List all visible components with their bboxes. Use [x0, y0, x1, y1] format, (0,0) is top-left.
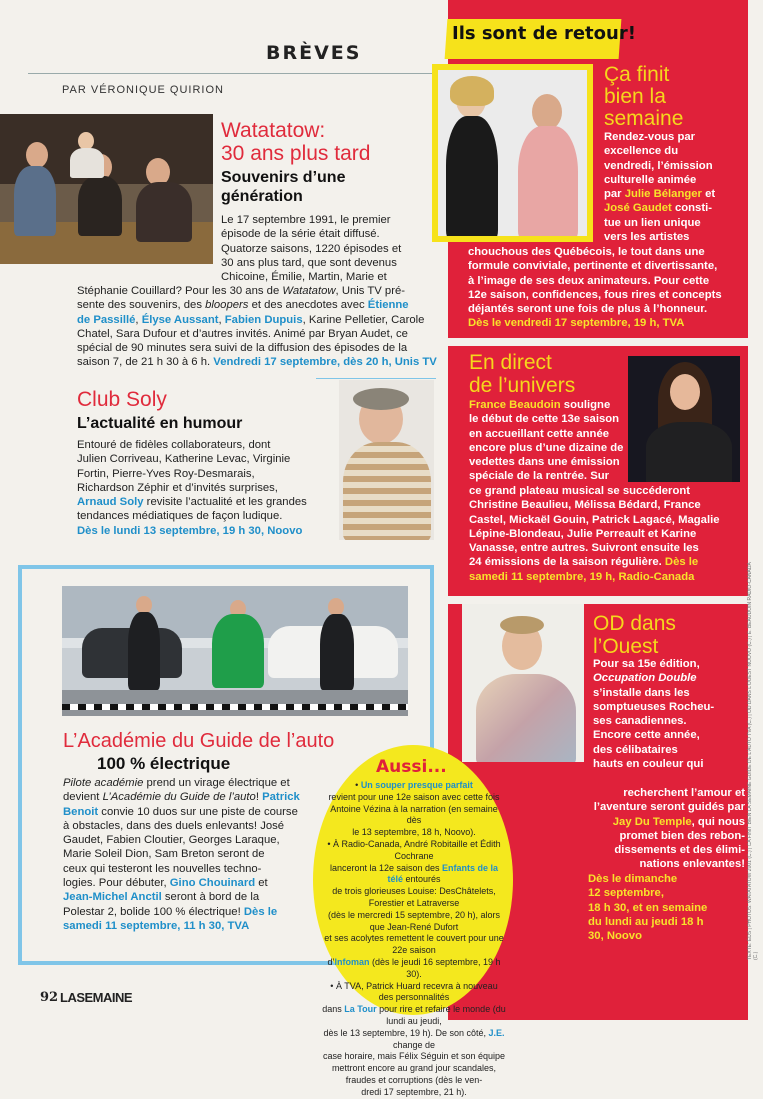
aussi-line: lanceront la 12e saison des Enfants de la télé entourés — [329, 862, 499, 885]
academie-date: samedi 11 septembre, 11 h 30, TVA — [63, 919, 250, 932]
aussi-line: • À Radio-Canada, André Robitaille et Édith Cochrane — [327, 838, 501, 861]
name-link: Étienne — [367, 299, 409, 312]
aussi-line: case horaire, mais Félix Séguin et son équipe — [322, 1051, 506, 1062]
soly-body: Entouré de fidèles collaborateurs, dont Julien Corriveau, Katherine Levac, Virginie Fortin, Pierre-Yves Roy-Desmarais, Richardson Zéphir et d’invités surprises, Arnaud Soly revisite l’actualité et les grandes tendances médiatiques de façon ludique. Dès le lundi 13 septembre, 19 h 30, Noovo — [77, 438, 339, 538]
soly-photo — [339, 380, 434, 540]
retour-title: Ils sont de retour! — [452, 23, 636, 44]
aussi-line: dès le 13 septembre, 19 h). De son côté, J.E. change de — [323, 1027, 505, 1050]
aussi-line: et ses acolytes remettent le couvert pour une 22e saison — [324, 933, 504, 956]
watatatow-photo — [0, 114, 213, 264]
watatatow-date: Vendredi 17 septembre, dès 20 h, Unis TV — [213, 356, 437, 369]
watatatow-body: Stéphanie Couillard? Pour les 30 ans de Watatatow, Unis TV pré- sente des souvenirs, des bloopers et des anecdotes avec Étienne de Passillé, Élyse Aussant, Fabien Dupuis, Karine Pelletier, Carole Chatel, Sara Dufour et d’autres invités. Animé par Bryan Audet, ce spécial de 90 minutes sera suivi de la diffusion des épisodes de la saison 7, de 21 h 30 à 6 h. Vendredi 17 septembre, dès 20 h, Unis TV — [77, 285, 437, 369]
section-header: BRÈVES — [266, 42, 362, 64]
aussi-line: Antoine Vézina à la narration (en semaine dès — [330, 803, 498, 826]
aussi-line: revient pour une 12e saison avec cette fois — [328, 791, 500, 802]
watatatow-body-top: Le 17 septembre 1991, le premier épisode de la série était diffusé. Quatorze saisons, 1220 épisodes et 30 ans plus tard, que sont devenus Chicoine, Émilie, Martin, Marie et — [221, 214, 402, 284]
aussi-line: dredi 17 septembre, 21 h). — [361, 1086, 467, 1097]
soly-subhead: L’actualité en humour — [77, 415, 243, 432]
aussi-line: mettront encore au grand jour scandales, — [331, 1063, 497, 1074]
academie-subhead: 100 % électrique — [97, 754, 231, 773]
watatatow-title: Watatatow: 30 ans plus tard — [221, 119, 371, 165]
finit-body: Rendez-vous par excellence du vendredi, l’émission culturelle animée par Julie Bélanger et José Gaudet consti- tue un lien unique vers les artistes — [604, 131, 716, 244]
aussi-line: d’Infoman (dès le jeudi 16 septembre, 19 h 30). — [327, 956, 501, 979]
aussi-line: le 13 septembre, 18 h, Noovo). — [352, 827, 476, 838]
divider — [316, 378, 436, 379]
finit-photo — [438, 70, 587, 236]
aussi-line: fraudes et corruptions (dès le ven- — [345, 1074, 483, 1085]
aussi-line: dans La Tour pour rire et refaire le monde (du lundi au jeudi, — [322, 1004, 506, 1026]
od-body: recherchent l’amour et l’aventure seront guidés par Jay Du Temple, qui nous promet bien des rebon- dissements et des élimi- nations enlevantes! — [593, 787, 745, 871]
byline: PAR VÉRONIQUE QUIRION — [62, 84, 224, 96]
aussi-line: (dès le mercredi 15 septembre, 20 h), alors que Jean-René Dufort — [327, 909, 501, 932]
aussi-line: de trois glorieuses Louise: DesChâtelets, Forestier et Latraverse — [332, 886, 496, 908]
academie-body: Pilote académie prend un virage électrique et devient L’Académie du Guide de l’auto! Patrick Benoit convie 10 duos sur une piste de course à obstacles, dans des duels enlevants! José Gaudet, Fabien Cloutier, Georges Laraque, Marie Soleil Dion, Sam Breton seront de ceux qui testeront les nouvelles techno- logies. Pour débuter, Gino Chouinard et Jean-Michel Anctil seront à bord de la Polestar 2, bolide 100 % électrique! Dès le samedi 11 septembre, 11 h 30, TVA — [63, 776, 323, 933]
od-photo — [462, 604, 584, 762]
academie-photo — [62, 586, 408, 716]
aussi-title: Aussi... — [376, 757, 447, 777]
finit-title: Ça finit bien la semaine — [604, 63, 684, 130]
aussi-line: • Un souper presque parfait — [355, 780, 473, 790]
page-number: 92 — [40, 990, 59, 1005]
watatatow-subhead: Souvenirs d’une génération — [221, 169, 346, 205]
finit-body-wide: chouchous des Québécois, le tout dans une formule conviviale, pertinente et divertissante, à l’image de ses deux animateurs. Pour cette 12e saison, confidences, fous rires et concepts déjantés seront une fois de plus à l’honneur. Dès le vendredi 17 septembre, 19 h, TVA — [468, 245, 748, 331]
separator — [448, 596, 748, 604]
od-body-top: Pour sa 15e édition, Occupation Double s’installe dans les somptueuses Rocheu- ses canadiennes. Encore cette année, des célibataires hauts en couleur qui — [593, 658, 715, 771]
soly-date: Dès le lundi 13 septembre, 19 h 30, Noovo — [77, 524, 303, 537]
separator — [448, 338, 748, 346]
direct-body: ce grand plateau musical se succéderont Christine Beaulieu, Mélissa Bédard, France Castel, Mickaël Gouin, Patrick Lagacé, Magalie Lépine-Blondeau, Julie Perreault et Karine Vanasse, entre autres. Suivront ensuite les 24 émissions de la saison régulière. Dès le samedi 11 septembre, 19 h, Radio-Canada — [469, 484, 749, 584]
aussi-body — [322, 780, 506, 1099]
od-date: Dès le dimanche 12 septembre, 18 h 30, et en semaine du lundi au jeudi 18 h 30, Noovo — [588, 873, 708, 943]
soly-title: Club Soly — [77, 388, 167, 411]
photo-credits: TEXTE: ÉDS | PHOTOS: WATATATOW 2001 (C.) | CA FINIT BIEN LA SEMAINE GUIDE DE L'AUTO TVA (C.) | OD DANS L'OUEST NOOVO (C.) | E. BEAUDOIN RADIO-CANADA (C.) — [747, 562, 759, 960]
magazine-name: LASEMAINE — [60, 990, 133, 1005]
header-rule — [28, 73, 438, 74]
direct-title: En direct de l’univers — [469, 351, 576, 397]
direct-date: samedi 11 septembre, 19 h, Radio-Canada — [469, 570, 695, 583]
direct-photo — [628, 356, 740, 482]
finit-date: Dès le vendredi 17 septembre, 19 h, TVA — [468, 317, 685, 330]
direct-body-narrow: France Beaudoin souligne le début de cette 13e saison en accueillant cette année encore plus d’une dizaine de vedettes dans une émission spéciale de la rentrée. Sur — [469, 399, 624, 483]
aussi-line: • À TVA, Patrick Huard recevra à nouveau des personnalités — [330, 980, 498, 1003]
od-title: OD dans l’Ouest — [593, 612, 676, 658]
academie-title: L’Académie du Guide de l’auto — [63, 730, 335, 752]
